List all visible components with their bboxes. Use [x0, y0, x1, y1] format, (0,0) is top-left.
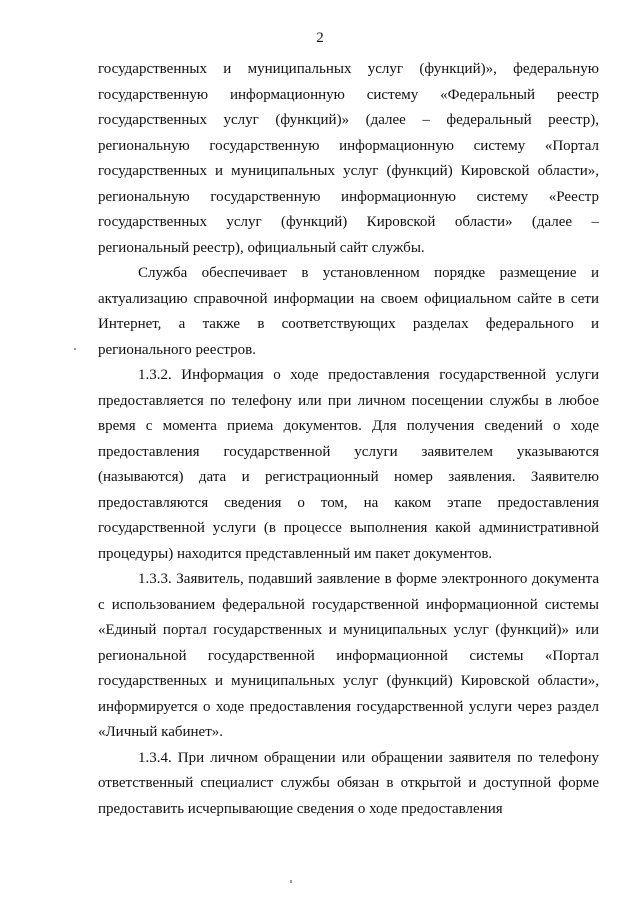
paragraph-service-publication: Служба обеспечивает в установленном порядке размещение и актуализацию справочной информации на своем официальном сайте в сети Интернет, а также в соответствующих разделах федерального и регионального реестров.: [98, 265, 599, 358]
scan-artifact: [74, 348, 76, 350]
paragraph-1-3-3: 1.3.3. Заявитель, подавший заявление в форме электронного документа с использованием федеральной государственной информационной системы «Единый портал государственных и муниципальных услуг (функций)» или региональной государственной информационной системы «Портал государственных и муниципальных услуг (функций) Кировской области», информируется о ходе предоставления государственной услуги через раздел «Личный кабинет».: [98, 571, 599, 740]
scan-artifact: [290, 880, 292, 883]
paragraph-continuation: государственных и муниципальных услуг (функций)», федеральную государственную информационную систему «Федеральный реестр государственных услуг (функций)» (далее – федеральный реестр), региональную государственную информационную систему «Портал государственных и муниципальных услуг (функций) Кировской области», региональную государственную информационную систему «Реестр государственных услуг (функций) Кировской области» (далее – региональный реестр), официальный сайт службы.: [98, 61, 599, 256]
paragraph-1-3-2: 1.3.2. Информация о ходе предоставления государственной услуги предоставляется по телефону или при личном посещении службы в любое время с момента приема документов. Для получения сведений о ходе предоставления государственной услуги заявителем указываются (называются) дата и регистрационный номер заявления. Заявителю предоставляются сведения о том, на каком этапе предоставления государственной услуги (в процессе выполнения какой административной процедуры) находится представленный им пакет документов.: [98, 367, 599, 562]
page-number: 2: [316, 30, 324, 46]
paragraph-1-3-4: 1.3.4. При личном обращении или обращении заявителя по телефону ответственный специалист службы обязан в открытой и доступной форме предоставить исчерпывающие сведения о ходе предоставления: [98, 749, 599, 817]
document-body: [98, 57, 599, 822]
